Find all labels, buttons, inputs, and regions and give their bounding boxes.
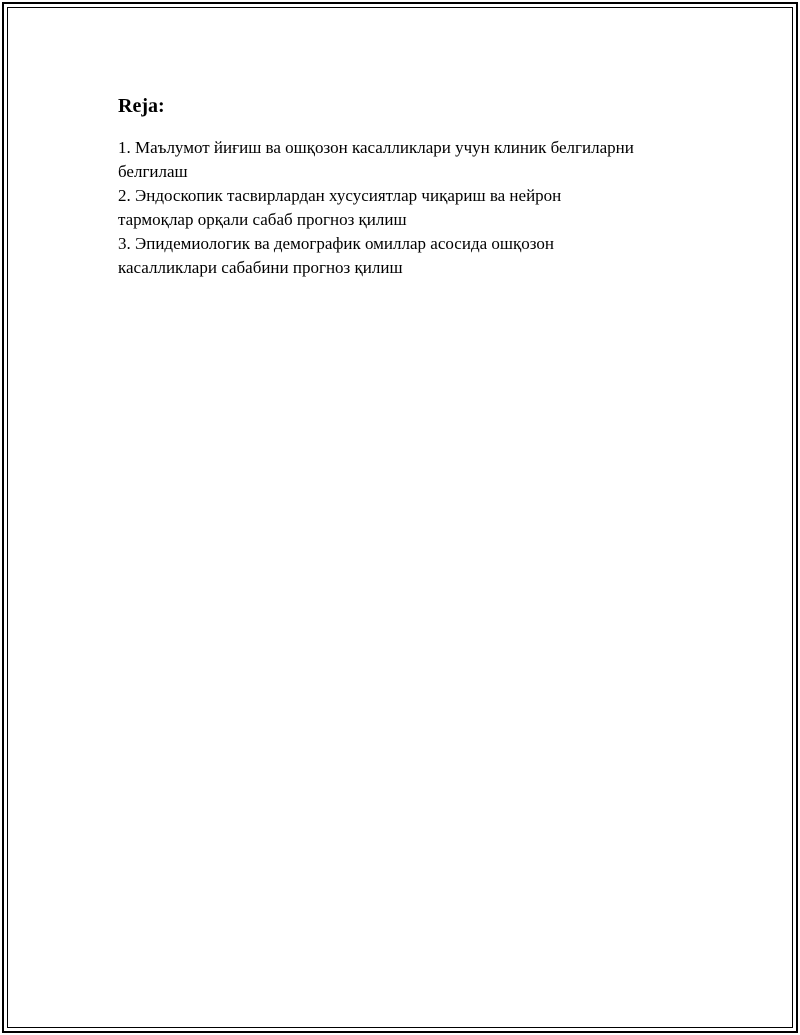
plan-item-text: Маълумот йиғиш ва ошқозон касалликлари учун клиник белгиларни белгилаш	[118, 138, 634, 181]
plan-heading: Reja:	[118, 95, 165, 117]
plan-item-number: 3.	[118, 234, 131, 253]
document-content	[118, 94, 698, 280]
plan-item-3	[118, 232, 698, 280]
plan-item-number: 1.	[118, 138, 131, 157]
plan-item-text: Эпидемиологик ва демографик омиллар асосида ошқозон касалликлари сабабини прогноз қилиш	[118, 234, 554, 277]
plan-list	[118, 136, 698, 280]
plan-item-text: Эндоскопик тасвирлардан хусусиятлар чиқариш ва нейрон тармоқлар орқали сабаб прогноз қилиш	[118, 186, 562, 229]
plan-item-number: 2.	[118, 186, 131, 205]
plan-item-1	[118, 136, 698, 184]
plan-item-2	[118, 184, 698, 232]
